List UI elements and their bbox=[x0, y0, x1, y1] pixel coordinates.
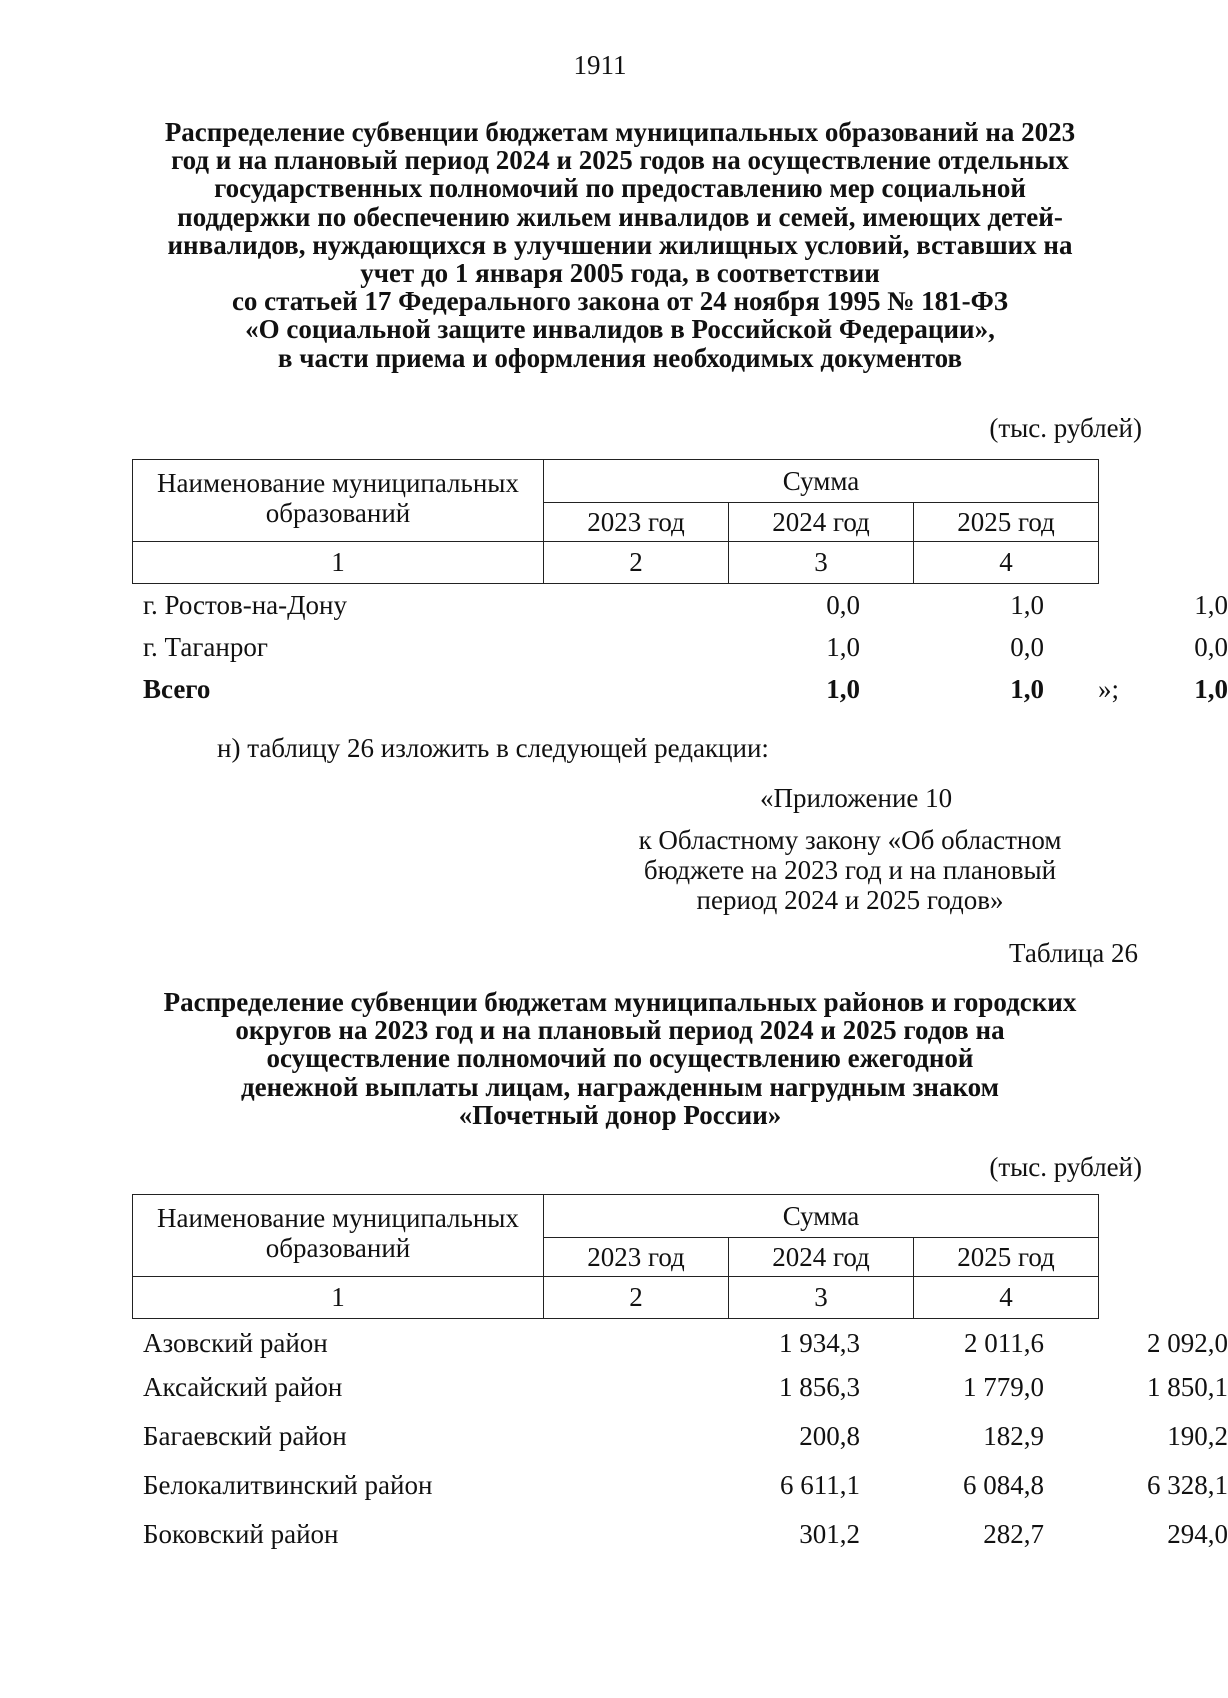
value-2023: 1,0 bbox=[826, 632, 860, 662]
title-line: государственных полномочий по предоставлению мер социальной bbox=[214, 173, 1026, 204]
title-line: «Почетный донор России» bbox=[458, 1099, 782, 1130]
title-line: денежной выплаты лицам, награжденным нагрудным знаком bbox=[240, 1071, 1000, 1102]
municipality-name: г. Ростов-на-Дону bbox=[143, 590, 348, 620]
municipality-name: Аксайский район bbox=[143, 1372, 343, 1402]
column-number: 2 bbox=[544, 542, 729, 584]
sum-header: Сумма bbox=[544, 1195, 1099, 1238]
value-2023: 0,0 bbox=[826, 590, 860, 620]
value-2024: 1,0 bbox=[1010, 590, 1044, 620]
column-number: 3 bbox=[729, 542, 914, 584]
column-number: 3 bbox=[729, 1277, 914, 1319]
title-line: поддержки по обеспечению жильем инвалидов и семей, имеющих детей- bbox=[177, 201, 1063, 232]
name-column-header: Наименование муниципальных образований bbox=[133, 1195, 544, 1277]
table-row bbox=[143, 1328, 1228, 1368]
table-row bbox=[143, 1519, 1228, 1559]
total-2025: 1,0 bbox=[1194, 674, 1228, 704]
title-line: инвалидов, нуждающихся в улучшении жилищных условий, вставших на bbox=[167, 229, 1073, 260]
section1-table-header bbox=[132, 459, 1099, 584]
value-2025: 1,0 bbox=[1194, 590, 1228, 620]
title-line: учет до 1 января 2005 года, в соответствии bbox=[360, 258, 880, 289]
value-2023: 1 856,3 bbox=[779, 1372, 860, 1402]
year-header: 2023 год bbox=[544, 1238, 729, 1277]
table-row bbox=[143, 590, 1228, 630]
value-2024: 0,0 bbox=[1010, 632, 1044, 662]
column-number: 2 bbox=[544, 1277, 729, 1319]
value-2023: 1 934,3 bbox=[779, 1328, 860, 1358]
closing-quote: »; bbox=[1098, 674, 1120, 704]
value-2023: 6 611,1 bbox=[780, 1470, 860, 1500]
law-line: бюджете на 2023 год и на плановый bbox=[643, 855, 1057, 885]
section2-title bbox=[140, 988, 1100, 1129]
year-header: 2024 год bbox=[729, 1238, 914, 1277]
value-2025: 2 092,0 bbox=[1147, 1328, 1228, 1358]
instruction-paragraph: н) таблицу 26 изложить в следующей редакции: bbox=[217, 733, 769, 763]
value-2024: 182,9 bbox=[983, 1421, 1044, 1451]
value-2025: 6 328,1 bbox=[1147, 1470, 1228, 1500]
total-2023: 1,0 bbox=[826, 674, 860, 704]
title-line: Распределение субвенции бюджетам муниципальных районов и городских bbox=[163, 987, 1077, 1017]
municipality-name: Азовский район bbox=[143, 1328, 328, 1358]
year-header: 2025 год bbox=[914, 1238, 1099, 1277]
title-line: осуществление полномочий по осуществлению ежегодной bbox=[266, 1043, 974, 1074]
column-number: 4 bbox=[914, 1277, 1099, 1319]
value-2024: 6 084,8 bbox=[963, 1470, 1044, 1500]
value-2023: 301,2 bbox=[799, 1519, 860, 1549]
value-2024: 1 779,0 bbox=[963, 1372, 1044, 1402]
total-row bbox=[143, 674, 1228, 714]
table-number-label: Таблица 26 bbox=[1009, 938, 1138, 968]
value-2025: 1 850,1 bbox=[1147, 1372, 1228, 1402]
sum-header: Сумма bbox=[544, 460, 1099, 503]
title-line: «О социальной защите инвалидов в Российской Федерации», bbox=[245, 314, 995, 345]
appendix-label: «Приложение 10 bbox=[760, 783, 953, 813]
law-line: период 2024 и 2025 годов» bbox=[696, 885, 1004, 915]
name-column-header: Наименование муниципальных образований bbox=[133, 460, 544, 542]
value-2025: 190,2 bbox=[1167, 1421, 1228, 1451]
total-label: Всего bbox=[143, 674, 211, 704]
section1-title bbox=[140, 118, 1100, 372]
table-row bbox=[143, 1372, 1228, 1412]
section2-table-header bbox=[132, 1194, 1099, 1319]
value-2023: 200,8 bbox=[799, 1421, 860, 1451]
table-row bbox=[143, 632, 1228, 672]
table-row bbox=[143, 1470, 1228, 1510]
appendix-law-reference bbox=[600, 825, 1100, 915]
table-row bbox=[143, 1421, 1228, 1461]
total-2024: 1,0 bbox=[1010, 674, 1044, 704]
title-line: Распределение субвенции бюджетам муниципальных образований на 2023 bbox=[164, 117, 1076, 147]
value-2025: 0,0 bbox=[1194, 632, 1228, 662]
title-line: округов на 2023 год и на плановый период 2024 и 2025 годов на bbox=[235, 1015, 1005, 1046]
title-line: в части приема и оформления необходимых документов bbox=[277, 342, 963, 373]
column-number: 4 bbox=[914, 542, 1099, 584]
unit-label: (тыс. рублей) bbox=[989, 413, 1142, 443]
municipality-name: Белокалитвинский район bbox=[143, 1470, 433, 1500]
value-2024: 282,7 bbox=[983, 1519, 1044, 1549]
year-header: 2024 год bbox=[729, 503, 914, 542]
law-line: к Областному закону «Об областном bbox=[638, 825, 1062, 855]
year-header: 2025 год bbox=[914, 503, 1099, 542]
unit-label: (тыс. рублей) bbox=[989, 1152, 1142, 1182]
title-line: со статьей 17 Федерального закона от 24 ноября 1995 № 181-ФЗ bbox=[231, 286, 1009, 317]
title-line: год и на плановый период 2024 и 2025 годов на осуществление отдельных bbox=[171, 145, 1069, 176]
page-number: 1911 bbox=[573, 50, 627, 80]
value-2024: 2 011,6 bbox=[964, 1328, 1044, 1358]
column-number: 1 bbox=[133, 542, 544, 584]
municipality-name: Боковский район bbox=[143, 1519, 339, 1549]
municipality-name: г. Таганрог bbox=[143, 632, 268, 662]
year-header: 2023 год bbox=[544, 503, 729, 542]
value-2025: 294,0 bbox=[1167, 1519, 1228, 1549]
column-number: 1 bbox=[133, 1277, 544, 1319]
municipality-name: Багаевский район bbox=[143, 1421, 347, 1451]
